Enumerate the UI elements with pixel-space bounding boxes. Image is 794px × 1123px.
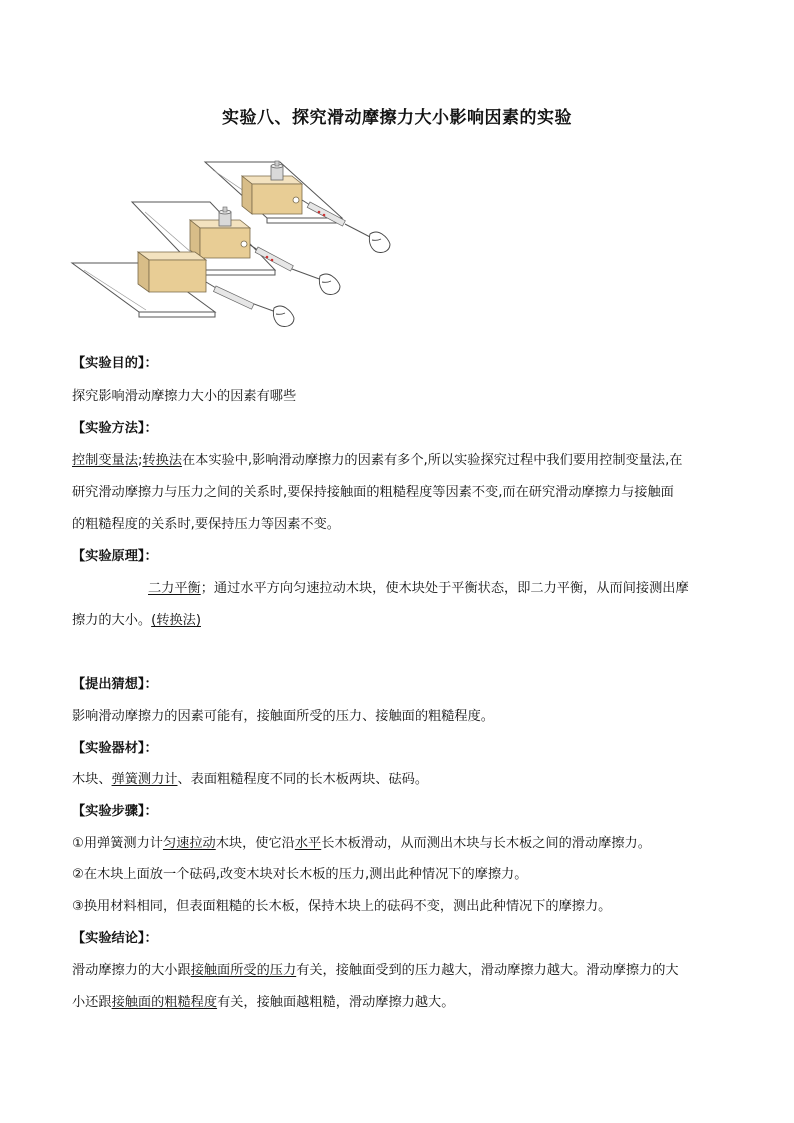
step-1 [72, 835, 651, 853]
page-title: 实验八、探究滑动摩擦力大小影响因素的实验 [222, 108, 572, 128]
method-line-3: 的粗糙程度的关系时,要保持压力等因素不变。 [72, 517, 340, 532]
equipment-part-2: 、表面粗糙程度不同的长木板两块、砝码。 [177, 772, 429, 787]
conclusion-line-1-part-a: 滑动摩擦力的大小跟 [72, 963, 191, 978]
conclusion-line-2 [72, 994, 454, 1012]
conclusion-line-1-part-b: 有关，接触面受到的压力越大，滑动摩擦力越大。滑动摩擦力的大 [296, 963, 679, 978]
conclusion-roughness-term: 接触面的粗糙程度 [111, 995, 218, 1010]
equipment-spring-scale-term: 弹簧测力计 [111, 772, 178, 787]
steps-heading: 【实验步骤】： [72, 804, 158, 819]
method-heading: 【实验方法】： [72, 421, 158, 436]
hypothesis-text: 影响滑动摩擦力的因素可能有，接触面所受的压力、接触面的粗糙程度。 [72, 709, 494, 724]
principle-line-2 [72, 612, 201, 630]
friction-experiment-illustration [70, 160, 415, 340]
step-1-part-a: ①用弹簧测力计 [72, 836, 163, 851]
step-1-part-b: 木块，使它沿 [215, 836, 295, 851]
purpose-heading: 【实验目的】： [72, 356, 158, 371]
method-line-1-rest: 在本实验中,影响滑动摩擦力的因素有多个,所以实验探究过程中我们要用控制变量法,在 [181, 453, 683, 468]
principle-line-1 [72, 580, 689, 598]
conclusion-line-1 [72, 962, 679, 980]
principle-line-2-start: 擦力的大小。 [72, 613, 152, 628]
conclusion-heading: 【实验结论】： [72, 931, 158, 946]
wood-block-bottom [138, 252, 206, 292]
step-2: ②在木块上面放一个砝码,改变木块对长木板的压力,测出此种情况下的摩擦力。 [72, 867, 528, 882]
hand-icon [273, 232, 390, 327]
conclusion-line-2-part-b: 有关，接触面越粗糙，滑动摩擦力越大。 [217, 995, 455, 1010]
spring-scale-bottom [206, 282, 276, 312]
purpose-text: 探究影响滑动摩擦力大小的因素有哪些 [72, 389, 297, 404]
method-conversion-term: 转换法 [142, 453, 182, 468]
conclusion-line-2-part-a: 小还跟 [72, 995, 112, 1010]
hypothesis-heading: 【提出猜想】： [72, 677, 158, 692]
principle-line-1-rest: ；通过水平方向匀速拉动木块，使木块处于平衡状态，即二力平衡，从而间接测出摩 [200, 581, 689, 596]
step-1-horizontal-term: 水平 [294, 836, 322, 851]
method-line-1 [72, 452, 682, 470]
method-control-variable-term: 控制变量法 [72, 453, 138, 468]
equipment-heading: 【实验器材】： [72, 741, 158, 756]
equipment-text [72, 771, 428, 789]
principle-conversion-term: (转换法) [151, 613, 201, 628]
step-1-uniform-pull-term: 匀速拉动 [162, 836, 216, 851]
step-1-part-c: 长木板滑动，从而测出木块与长木板之间的滑动摩擦力。 [321, 836, 651, 851]
equipment-part-1: 木块、 [72, 772, 112, 787]
conclusion-pressure-term: 接触面所受的压力 [190, 963, 297, 978]
step-3: ③换用材料相同，但表面粗糙的长木板，保持木块上的砝码不变，测出此种情况下的摩擦力。 [72, 899, 612, 914]
method-line-2: 研究滑动摩擦力与压力之间的关系时,要保持接触面的粗糙程度等因素不变,而在研究滑动摩擦力与接触面 [72, 485, 674, 500]
principle-balance-term: 二力平衡 [148, 581, 201, 596]
principle-heading: 【实验原理】： [72, 549, 158, 564]
method-separator: ; [137, 453, 143, 468]
